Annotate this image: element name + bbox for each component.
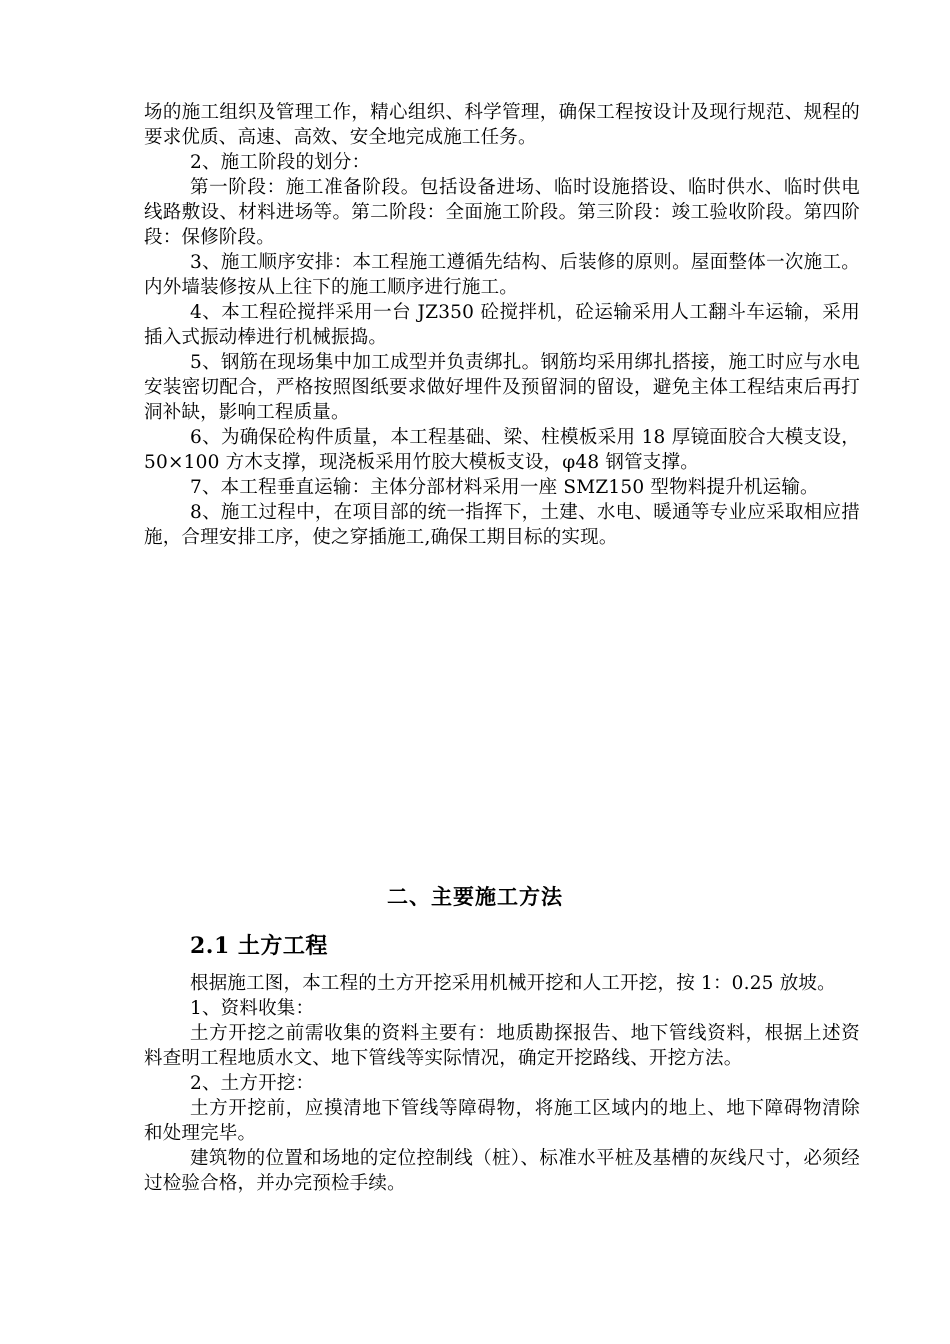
paragraph-concrete-mixing: 4、本工程砼搅拌采用一台 JZ350 砼搅拌机，砼运输采用人工翻斗车运输，采用插入式振动棒进行机械振捣。 <box>144 302 860 348</box>
construction-arrangement-text <box>144 100 860 550</box>
paragraph-survey-control: 建筑物的位置和场地的定位控制线（桩）、标准水平桩及基槽的灰线尺寸，必须经过检验合格，并办完预检手续。 <box>144 1148 860 1194</box>
paragraph-data-collection-heading: 1、资料收集： <box>190 998 315 1019</box>
paragraph-vertical-transport: 7、本工程垂直运输：主体分部材料采用一座 SMZ150 型物料提升机运输。 <box>190 477 819 498</box>
paragraph-formwork: 6、为确保砼构件质量，本工程基础、梁、柱模板采用 18 厚镜面胶合大模支设，50×100 方木支撑，现浇板采用竹胶大模板支设，φ48 钢管支撑。 <box>144 427 860 473</box>
paragraph-stage-division-heading: 2、施工阶段的划分： <box>190 152 371 173</box>
section-title: 二、主要施工方法 <box>387 884 563 909</box>
paragraph-coordination: 8、施工过程中，在项目部的统一指挥下，土建、水电、暖通等专业应采取相应措施，合理安排工序，使之穿插施工,确保工期目标的实现。 <box>144 502 860 548</box>
paragraph-data-collection: 土方开挖之前需收集的资料主要有：地质勘探报告、地下管线资料，根据上述资料查明工程地质水文、地下管线等实际情况，确定开挖路线、开挖方法。 <box>144 1023 860 1069</box>
paragraph-earthwork-overview: 根据施工图，本工程的土方开挖采用机械开挖和人工开挖，按 1：0.25 放坡。 <box>190 973 836 994</box>
paragraph-rebar: 5、钢筋在现场集中加工成型并负责绑扎。钢筋均采用绑扎搭接，施工时应与水电安装密切配合，严格按照图纸要求做好埋件及预留洞的留设，避免主体工程结束后再打洞补缺，影响工程质量。 <box>144 352 860 423</box>
earthwork-text <box>144 971 860 1196</box>
paragraph-excavation-heading: 2、土方开挖： <box>190 1073 315 1094</box>
paragraph-stage-division: 第一阶段：施工准备阶段。包括设备进场、临时设施搭设、临时供水、临时供电线路敷设、材料进场等。第二阶段：全面施工阶段。第三阶段：竣工验收阶段。第四阶段：保修阶段。 <box>144 177 860 248</box>
paragraph-obstacle-clearing: 土方开挖前，应摸清地下管线等障碍物，将施工区域内的地上、地下障碍物清除和处理完毕。 <box>144 1098 860 1144</box>
subsection-title: 2.1 土方工程 <box>190 933 328 959</box>
paragraph-intro-continued: 场的施工组织及管理工作，精心组织、科学管理，确保工程按设计及现行规范、规程的要求优质、高速、高效、安全地完成施工任务。 <box>144 102 860 148</box>
paragraph-construction-sequence: 3、施工顺序安排：本工程施工遵循先结构、后装修的原则。屋面整体一次施工。内外墙装修按从上往下的施工顺序进行施工。 <box>144 252 860 298</box>
